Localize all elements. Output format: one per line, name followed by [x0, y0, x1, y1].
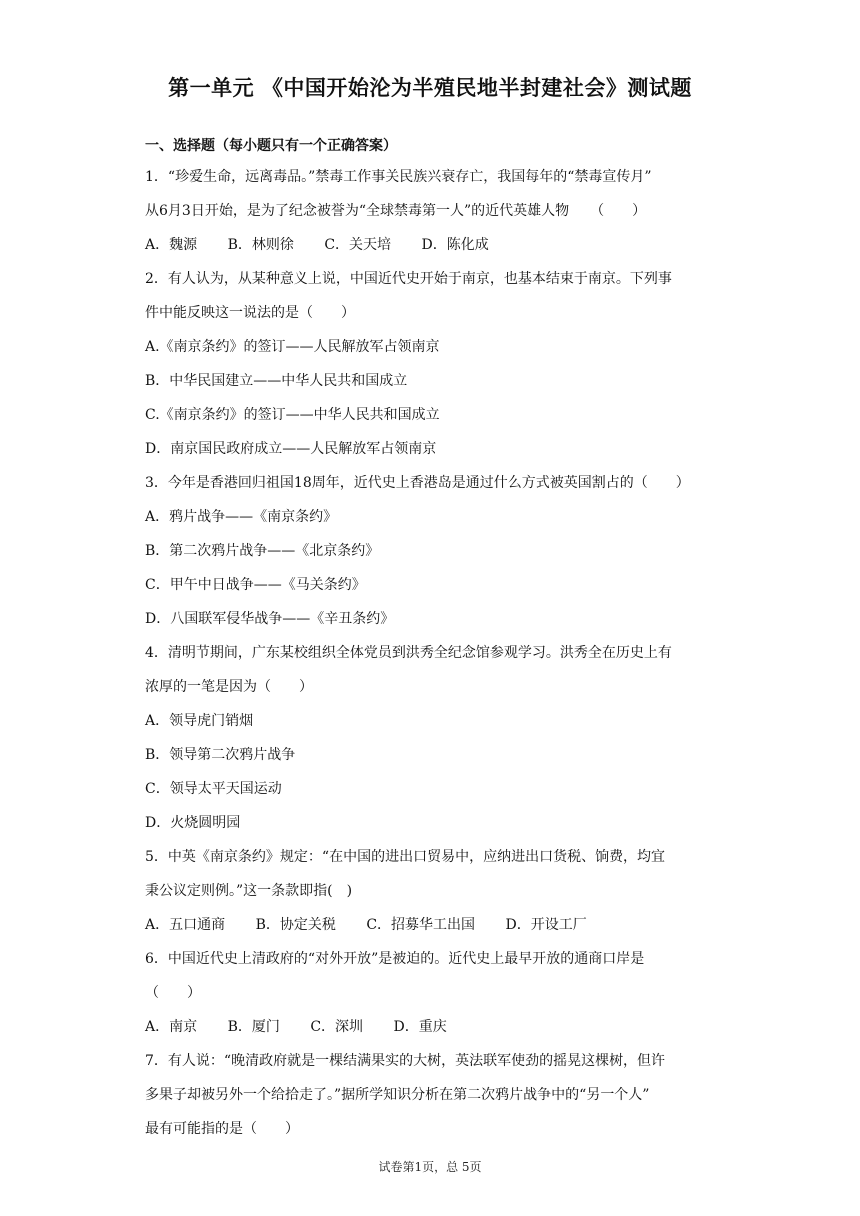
page-footer: 试卷第1页，总 5页 [378, 1160, 482, 1174]
q1-option-c: C．关天培 [324, 237, 392, 253]
q6-line-2: （ ） [145, 985, 201, 1001]
q1-option-d: D．陈化成 [421, 237, 489, 253]
q1-line-2: 从6月3日开始，是为了纪念被誉为“全球禁毒第一人”的近代英雄人物 （ ） [145, 203, 647, 219]
q7-line-3: 最有可能指的是（ ） [145, 1121, 299, 1137]
q4-option-c: C．领导太平天国运动 [145, 781, 282, 797]
q2-line-2: 件中能反映这一说法的是（ ） [145, 305, 355, 321]
q5-option-c: C．招募华工出国 [366, 917, 476, 933]
q3-option-a: A．鸦片战争——《南京条约》 [145, 509, 338, 525]
q5-line-2: 秉公议定则例。”这一条款即指( ) [145, 883, 353, 899]
q4-option-b: B．领导第二次鸦片战争 [145, 747, 296, 763]
q3-option-c: C．甲午中日战争——《马关条约》 [145, 577, 366, 593]
q4-line-1: 4．清明节期间，广东某校组织全体党员到洪秀全纪念馆参观学习。洪秀全在历史上有 [145, 645, 672, 661]
q5-option-b: B．协定关税 [255, 917, 336, 933]
q4-option-a: A．领导虎门销烟 [145, 713, 254, 729]
q5-options [145, 908, 725, 942]
q6-option-a: A．南京 [145, 1019, 198, 1035]
question-body [145, 160, 725, 1146]
q6-option-d: D．重庆 [393, 1019, 447, 1035]
q2-option-c: C.《南京条约》的签订——中华人民共和国成立 [145, 407, 440, 423]
q3-option-b: B．第二次鸦片战争——《北京条约》 [145, 543, 380, 559]
q1-options [145, 228, 725, 262]
q3-option-d: D．八国联军侵华战争——《辛丑条约》 [145, 611, 395, 627]
q6-option-b: B．厦门 [227, 1019, 280, 1035]
q4-line-2: 浓厚的一笔是因为（ ） [145, 679, 313, 695]
q1-option-b: B．林则徐 [227, 237, 294, 253]
q6-option-c: C．深圳 [310, 1019, 364, 1035]
q2-option-b: B．中华民国建立——中华人民共和国成立 [145, 373, 408, 389]
q2-option-d: D．南京国民政府成立——人民解放军占领南京 [145, 441, 437, 457]
q3-line-1: 3．今年是香港回归祖国18周年，近代史上香港岛是通过什么方式被英国割占的（ ） [145, 475, 690, 491]
q1-option-a: A．魏源 [145, 237, 198, 253]
q5-option-d: D．开设工厂 [505, 917, 587, 933]
q5-option-a: A．五口通商 [145, 917, 226, 933]
document-title: 第一单元 《中国开始沦为半殖民地半封建社会》测试题 [168, 76, 692, 100]
q6-options [145, 1010, 725, 1044]
q7-line-2: 多果子却被另外一个给拾走了。”据所学知识分析在第二次鸦片战争中的“另一个人” [145, 1087, 650, 1103]
section-heading: 一、选择题（每小题只有一个正确答案） [145, 138, 397, 154]
q2-line-1: 2．有人认为，从某种意义上说，中国近代史开始于南京，也基本结束于南京。下列事 [145, 271, 672, 287]
q2-option-a: A.《南京条约》的签订——人民解放军占领南京 [145, 339, 440, 355]
q5-line-1: 5．中英《南京条约》规定：“在中国的进出口贸易中，应纳进出口货税、饷费，均宜 [145, 849, 666, 865]
q7-line-1: 7．有人说：“晚清政府就是一棵结满果实的大树，英法联军使劲的摇晃这棵树，但许 [145, 1053, 666, 1069]
q1-line-1: 1．“珍爱生命，远离毒品。”禁毒工作事关民族兴衰存亡，我国每年的“禁毒宣传月” [145, 169, 652, 185]
q4-option-d: D．火烧圆明园 [145, 815, 241, 831]
q6-line-1: 6．中国近代史上清政府的“对外开放”是被迫的。近代史上最早开放的通商口岸是 [145, 951, 645, 967]
